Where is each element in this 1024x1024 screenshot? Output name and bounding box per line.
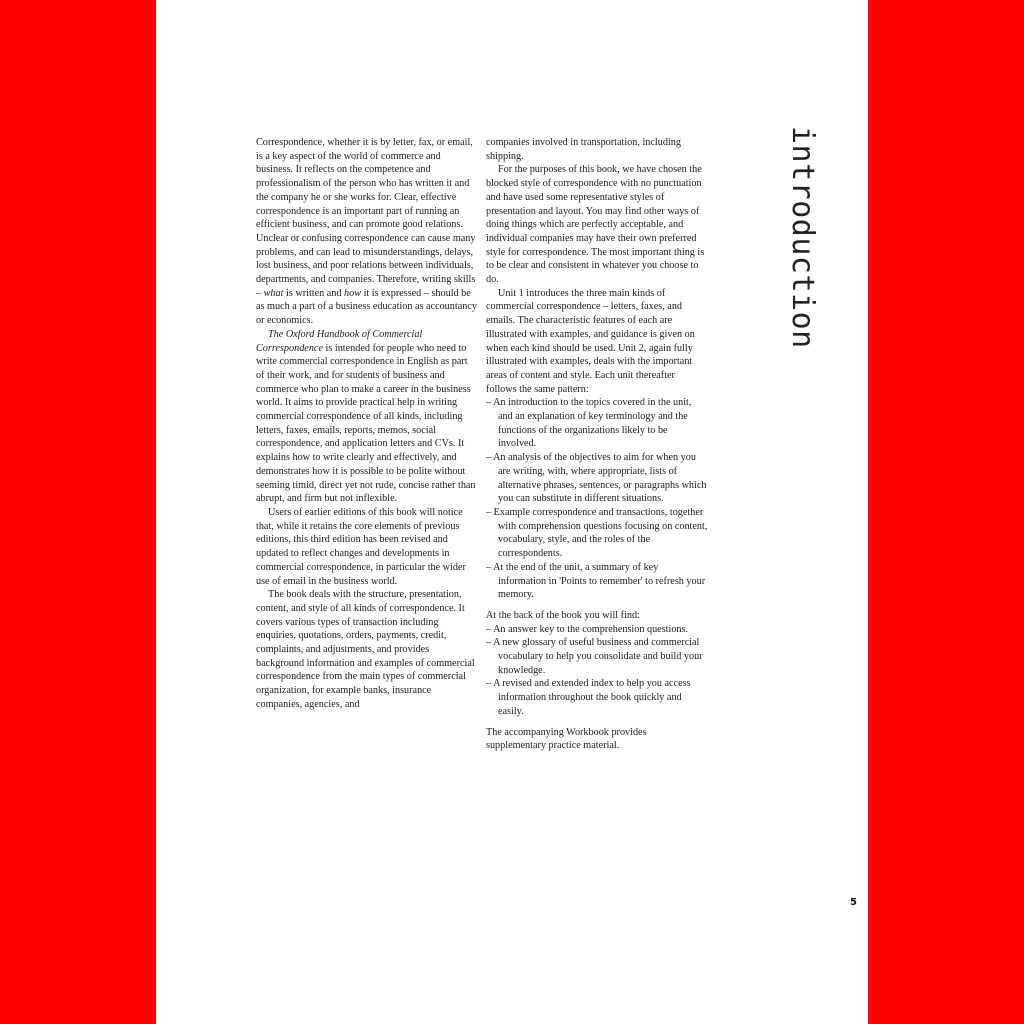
unit-pattern-list (486, 396, 708, 602)
paragraph: Users of earlier editions of this book will notice that, while it retains the core elements of previous editions, this third edition has been revised and updated to reflect changes and developments in commercial correspondence, in particular the wider use of email in the business world. (256, 506, 466, 587)
paragraph: companies involved in transportation, including shipping. (486, 137, 681, 162)
page-number: 5 (850, 897, 857, 908)
paragraph: Unit 1 introduces the three main kinds of commercial correspondence – letters, faxes, and emails. The characteristic features of each are illustrated with examples, and guidance is given on when each kind should be used. Unit 2, again fully illustrated with examples, deals with the important areas of content and style. Each unit thereafter follows the same pattern: (486, 287, 695, 395)
list-item: – A revised and extended index to help you access information throughout the book quickly and easily. (486, 677, 708, 718)
left-column (256, 136, 478, 712)
back-of-book-list (486, 623, 708, 719)
paragraph: For the purposes of this book, we have chosen the blocked style of correspondence with no punctuation and have used some representative styles of presentation and layout. You may find other ways of doing things which are perfectly acceptable, and individual companies may have their own preferred style for correspondence. The most important thing is to be clear and consistent in whatever you choose to do. (486, 164, 705, 286)
paragraph: At the back of the book you will find: (486, 609, 640, 621)
paragraph: The book deals with the structure, presentation, content, and style of all kinds of correspondence. It covers various types of transaction including enquiries, quotations, orders, payments, credit, complaints, and adjustments, and provides background information and examples of commercial correspondence from the main types of commercial organization, for example banks, insurance companies, agencies, and (256, 589, 475, 710)
paragraph: Correspondence, whether it is by letter, fax, or email, is a key aspect of the world of commerce and business. It reflects on the competence and professionalism of the person who has written it and the company he or she works for. Clear, effective correspondence is an important part of running an efficient business, and can promote good relations. Unclear or confusing correspondence can cause many problems, and can lead to misunderstandings, delays, lost business, and poor relations between individuals, departments, and companies. Therefore, writing skills – what is written and how it is expressed – should be as much a part of a business education as accountancy or economics. (256, 137, 477, 327)
chapter-title: introduction (785, 126, 820, 349)
list-item: – An analysis of the objectives to aim for when you are writing, with, where appropriate, lists of alternative phrases, sentences, or paragraphs which you can substitute in different situations. (486, 451, 708, 506)
list-item: – A new glossary of useful business and commercial vocabulary to help you consolidate and build your knowledge. (486, 636, 708, 677)
right-column (486, 136, 708, 753)
list-item: – An answer key to the comprehension questions. (486, 623, 708, 637)
list-item: – Example correspondence and transactions, together with comprehension questions focusing on content, vocabulary, style, and the roles of the correspondents. (486, 506, 708, 561)
list-item: – At the end of the unit, a summary of key information in 'Points to remember' to refresh your memory. (486, 561, 708, 602)
paragraph: The accompanying Workbook provides supplementary practice material. (486, 726, 647, 752)
book-page (156, 0, 868, 1024)
paragraph: The Oxford Handbook of Commercial Correspondence is intended for people who need to write commercial correspondence in English as part of their work, and for students of business and commerce who plan to make a career in the business world. It aims to provide practical help in writing commercial correspondence of all kinds, including letters, faxes, emails, reports, memos, social correspondence, and application letters and CVs. It explains how to write clearly and effectively, and demonstrates how it is possible to be polite without seeming timid, direct yet not rude, concise rather than abrupt, and firm but not inflexible. (256, 328, 476, 505)
list-item: – An introduction to the topics covered in the unit, and an explanation of key terminology and the functions of the organizations likely to be involved. (486, 396, 708, 451)
